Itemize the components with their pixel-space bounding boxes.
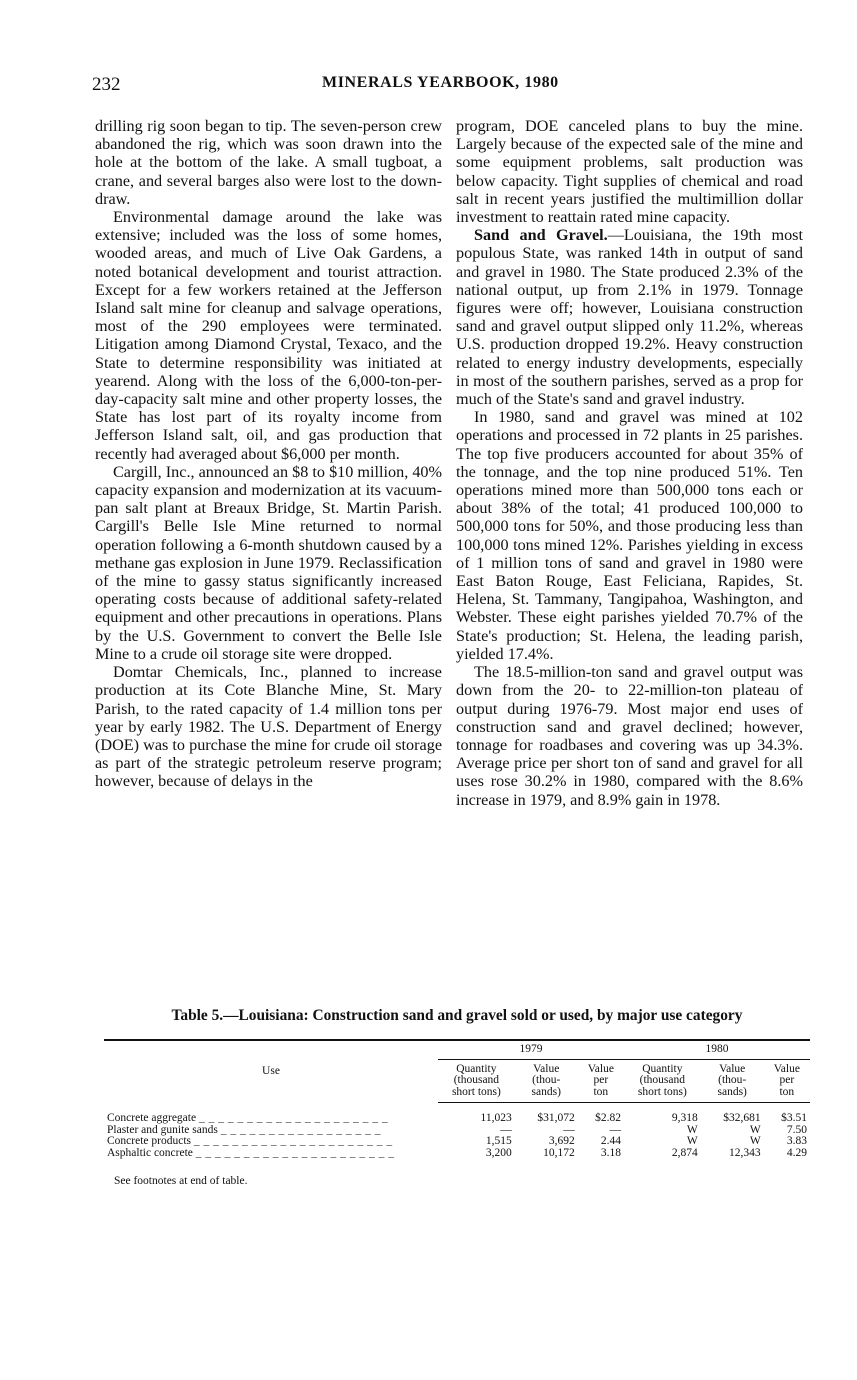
table-row — [104, 1103, 810, 1125]
table-5 — [104, 1007, 810, 1187]
paragraph: drilling rig soon began to tip. The seven-person crew abandoned the rig, which was soon drawn into the hole at the bottom of the lake. A small tugboat, a crane, and several barges also were lost to the down-draw. — [95, 117, 442, 208]
table-footnote: See footnotes at end of table. — [114, 1175, 248, 1187]
use-cell: Concrete aggregate _ _ _ _ _ _ _ _ _ _ _ _ _ _ _ _ _ _ _ _ — [107, 1112, 389, 1124]
quantity-1980-cell: W — [686, 1135, 698, 1147]
value-1979-cell: $31,072 — [537, 1112, 575, 1124]
value-1979-cell: 10,172 — [543, 1146, 575, 1159]
value-1979-header: Value (thou- sands) — [515, 1059, 578, 1103]
quantity-1979-cell: 1,515 — [485, 1135, 512, 1147]
value-per-ton-1979-cell: 2.44 — [600, 1135, 621, 1147]
paragraph: Environmental damage around the lake was extensive; included was the loss of some homes, wooded areas, and much of Live Oak Gardens, a noted botanical development and tourist attraction. Except for a few workers retained at the Jefferson Island salt mine for cleanup and salvage operations, most of the 290 employees were terminated. Litigation among Diamond Crystal, Texaco, and the State to determine responsibility was initiated at yearend. Along with the loss of the 6,000-ton-per-day-capacity salt mine and other property losses, the State has lost part of its royalty income from Jefferson Island salt, oil, and gas production that recently had averaged about $6,000 per month. — [95, 208, 442, 463]
value-per-ton-1980-header: Value per ton — [764, 1059, 810, 1103]
use-column-header: Use — [104, 1040, 438, 1103]
year-1980-header: 1980 — [624, 1040, 810, 1059]
paragraph: In 1980, sand and gravel was mined at 102 operations and processed in 72 plants in 25 parishes. The top five producers accounted for about 35% of the tonnage, and the top nine produced 51%. Ten operations mined more than 500,000 tons each or about 38% of the total; 41 produced 100,000 to 500,000 tons for 50%, and those producing less than 100,000 tons mined 12%. Parishes yielding in excess of 1 million tons of sand and gravel in 1980 were East Baton Rouge, East Feliciana, Rapides, St. Helena, St. Tammany, Tangipahoa, Washington, and Webster. These eight parishes yielded 70.7% of the State's production; St. Helena, the leading parish, yielded 17.4%. — [456, 408, 803, 663]
paragraph: Cargill, Inc., announced an $8 to $10 million, 40% capacity expansion and modernization at its vacuum-pan salt plant at Breaux Bridge, St. Martin Parish. Cargill's Belle Isle Mine returned to normal operation following a 6-month shutdown caused by a methane gas explosion in June 1979. Reclassification of the mine to gassy status significantly increased operating costs because of additional safety-related equipment and other precautions in operations. Plans by the U.S. Government to convert the Belle Isle Mine to a crude oil storage site were dropped. — [95, 462, 442, 663]
value-1980-cell: W — [749, 1135, 761, 1147]
value-1980-header: Value (thou- sands) — [701, 1059, 764, 1103]
paragraph-text: —Louisiana, the 19th most populous State, was ranked 14th in output of sand and gravel in 1980. The State produced 2.3% of the national output, up from 2.1% in 1979. Tonnage figures were off; however, Louisiana construction sand and gravel output slipped only 11.2%, whereas U.S. production dropped 19.2%. Heavy construction related to energy industry developments, especially in most of the southern parishes, served as a prop for much of the State's sand and gravel industry. — [456, 226, 803, 409]
quantity-1980-cell: W — [686, 1123, 698, 1136]
running-title: MINERALS YEARBOOK, 1980 — [322, 74, 559, 91]
quantity-1980-cell: 9,318 — [671, 1112, 698, 1124]
quantity-1980-cell: 2,874 — [671, 1146, 698, 1159]
page-header — [92, 74, 812, 98]
paragraph: program, DOE canceled plans to buy the mine. Largely because of the expected sale of the mine and some equipment problems, salt production was below capacity. Tight supplies of chemical and road salt in recent years justified the multimillion dollar investment to reattain rated mine capacity. — [456, 117, 803, 227]
value-per-ton-1979-header: Value per ton — [578, 1059, 624, 1103]
paragraph-sand-gravel — [456, 226, 803, 408]
value-1980-cell: 12,343 — [729, 1146, 761, 1159]
use-cell: Asphaltic concrete _ _ _ _ _ _ _ _ _ _ _ _ _ _ _ _ _ _ _ _ _ — [107, 1146, 395, 1159]
right-column — [456, 117, 803, 809]
value-per-ton-1980-cell: 7.50 — [786, 1123, 807, 1136]
value-per-ton-1980-cell: 3.83 — [786, 1135, 807, 1147]
value-per-ton-1979-cell: $2.82 — [595, 1112, 621, 1124]
value-per-ton-1979-cell: 3.18 — [600, 1146, 621, 1159]
value-per-ton-1979-cell: — — [609, 1123, 621, 1136]
paragraph: The 18.5-million-ton sand and gravel output was down from the 20- to 22-million-ton plateau of output during 1976-79. Most major end uses of construction sand and gravel declined; however, tonnage for roadbases and covering was up 34.3%. Average price per short ton of sand and gravel for all uses rose 30.2% in 1980, compared with the 8.6% increase in 1979, and 8.9% gain in 1978. — [456, 663, 803, 809]
value-1979-cell: — — [563, 1123, 575, 1136]
value-1979-cell: 3,692 — [548, 1135, 575, 1147]
value-per-ton-1980-cell: $3.51 — [781, 1112, 807, 1124]
year-1979-header: 1979 — [438, 1040, 624, 1059]
quantity-1979-header: Quantity (thousand short tons) — [438, 1059, 515, 1103]
value-1980-cell: W — [749, 1123, 761, 1136]
quantity-1979-cell: — — [500, 1123, 512, 1136]
quantity-1979-cell: 11,023 — [480, 1112, 512, 1124]
value-per-ton-1980-cell: 4.29 — [786, 1146, 807, 1159]
quantity-1979-cell: 3,200 — [485, 1146, 512, 1159]
section-heading: Sand and Gravel. — [474, 226, 608, 245]
value-1980-cell: $32,681 — [723, 1112, 761, 1124]
page-number: 232 — [92, 74, 121, 95]
table-row — [104, 1148, 810, 1160]
data-table — [104, 1039, 810, 1159]
table-title: Table 5.—Louisiana: Construction sand and gravel sold or used, by major use category — [171, 1007, 743, 1024]
use-cell: Concrete products _ _ _ _ _ _ _ _ _ _ _ _ _ _ _ _ _ _ _ _ _ — [107, 1135, 393, 1147]
use-cell: Plaster and gunite sands _ _ _ _ _ _ _ _ _ _ _ _ _ _ _ _ _ — [107, 1123, 381, 1136]
quantity-1980-header: Quantity (thousand short tons) — [624, 1059, 701, 1103]
paragraph: Domtar Chemicals, Inc., planned to increase production at its Cote Blanche Mine, St. Mary Parish, to the rated capacity of 1.4 million tons per year by early 1982. The U.S. Department of Energy (DOE) was to purchase the mine for crude oil storage as part of the strategic petroleum reserve program; however, because of delays in the — [95, 663, 442, 791]
left-column — [95, 117, 442, 791]
